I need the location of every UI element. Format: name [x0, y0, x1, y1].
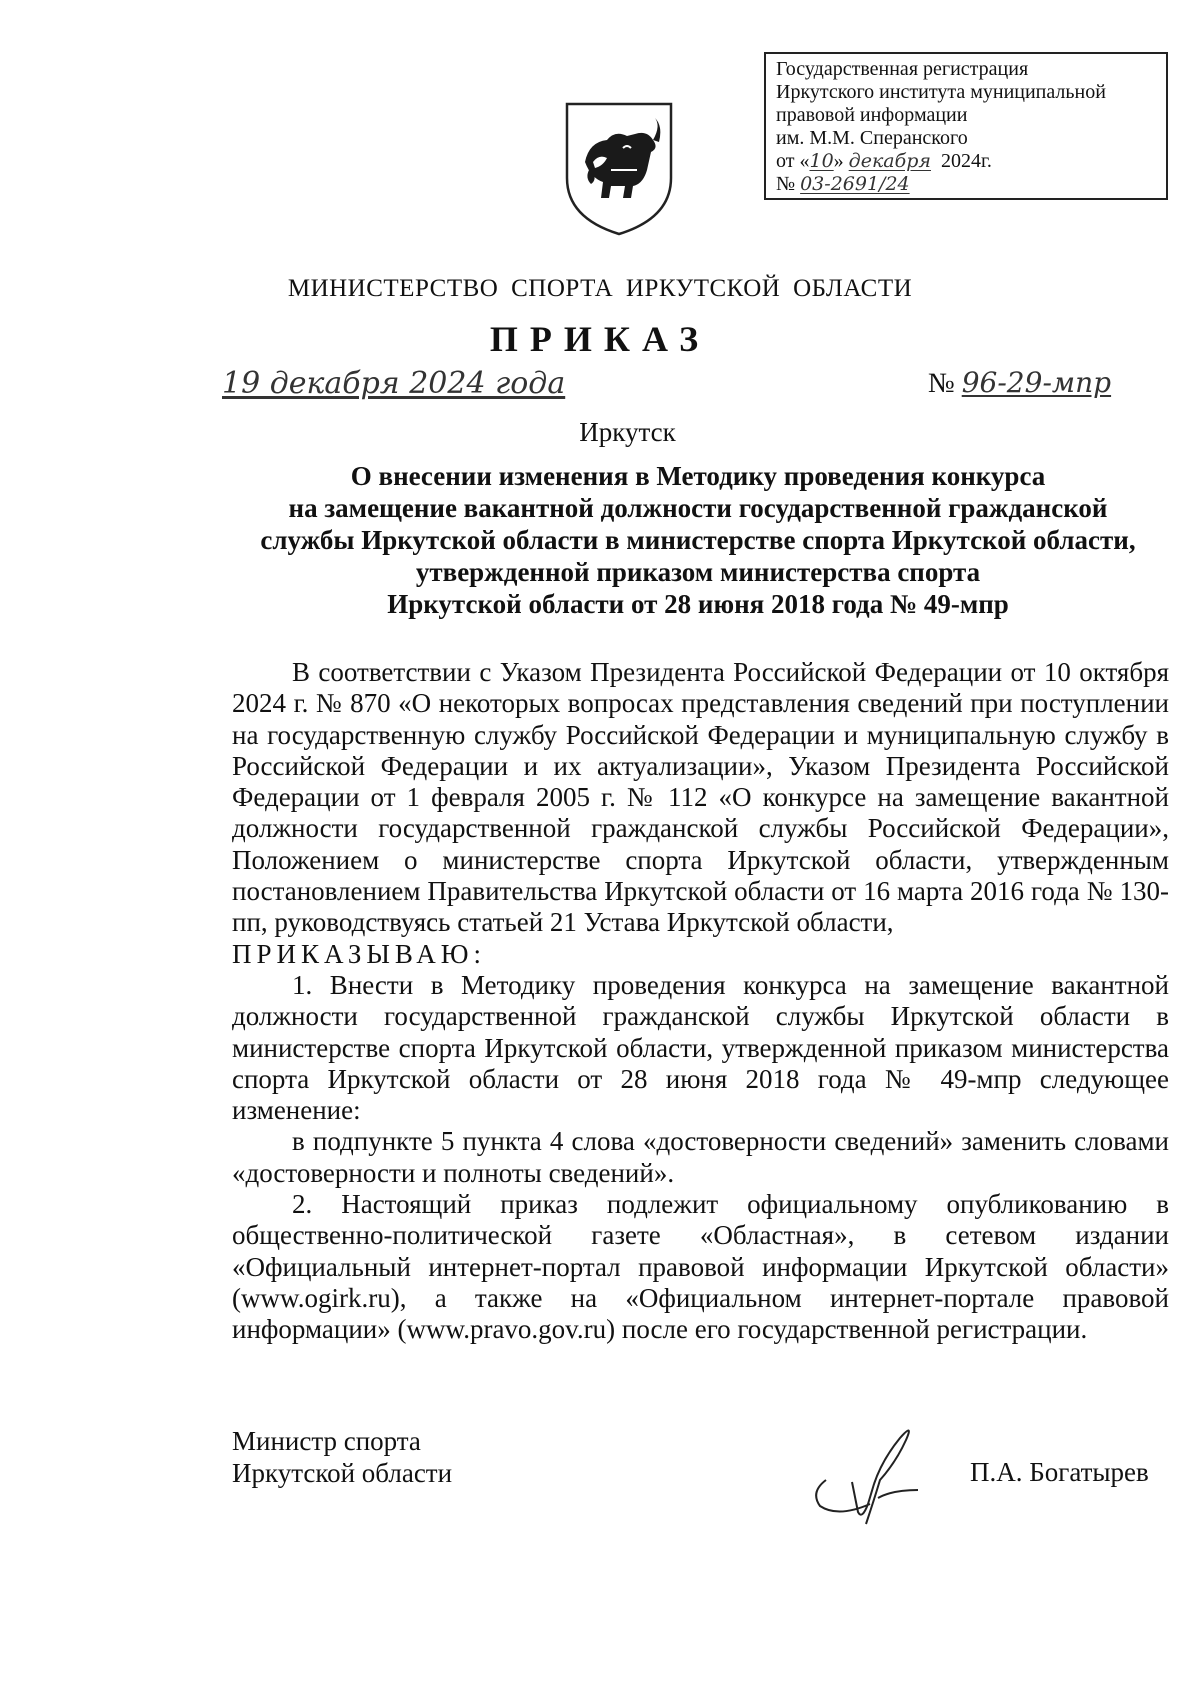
item-1-detail-paragraph: в подпункте 5 пункта 4 слова «достоверности сведений» заменить словами «достоверности и полноты сведений».: [232, 1126, 1169, 1188]
city: Иркутск: [579, 417, 676, 447]
document-type: ПРИКАЗ: [489, 319, 711, 359]
stamp-date-mid: »: [833, 150, 844, 172]
stamp-line: правовой информации: [776, 104, 968, 126]
stamp-date: [776, 150, 1156, 173]
coat-of-arms-icon: [563, 100, 675, 238]
command-heading: ПРИКАЗЫВАЮ:: [232, 938, 486, 969]
order-number-value: 96-29-мпр: [961, 366, 1112, 399]
order-date: 19 декабря 2024 года: [222, 366, 566, 401]
signatory-name: П.А. Богатырев: [970, 1457, 1149, 1487]
subject-line: службы Иркутской области в министерстве спорта Иркутской области,: [260, 525, 1136, 555]
ministry-name: МИНИСТЕРСТВО СПОРТА ИРКУТСКОЙ ОБЛАСТИ: [287, 275, 913, 302]
order-subject: [228, 460, 1168, 620]
subject-line: утвержденной приказом министерства спорта: [415, 557, 981, 587]
order-body: [232, 657, 1169, 1346]
subject-line: на замещение вакантной должности государственной гражданской: [288, 493, 1108, 523]
stamp-date-month: декабря: [848, 150, 931, 172]
stamp-number-prefix: №: [776, 173, 796, 195]
stamp-date-day: 10: [809, 150, 834, 172]
position-line: Министр спорта: [232, 1426, 421, 1456]
registration-stamp: [764, 52, 1168, 200]
preamble-paragraph: В соответствии с Указом Президента Российской Федерации от 10 октября 2024 г. № 870 «О некоторых вопросах представления сведений при поступлении на государственную службу Российской Федерации и муниципальную службу в Российской Федерации и их актуализации», Указом Президента Российской Федерации от 1 февраля 2005 г. № 112 «О конкурсе на замещение вакантной должности государственной гражданской службы Российской Федерации», Положением о министерстве спорта Иркутской области, утвержденным постановлением Правительства Иркутской области от 16 марта 2016 года № 130-пп, руководствуясь статьей 21 Устава Иркутской области,: [232, 657, 1169, 938]
handwritten-signature: [808, 1420, 948, 1530]
stamp-number-value: 03-2691/24: [800, 173, 910, 195]
subject-line: Иркутской области от 28 июня 2018 года № 49-мпр: [387, 589, 1009, 619]
stamp-number: [776, 173, 1156, 196]
item-2-paragraph: 2. Настоящий приказ подлежит официальному опубликованию в общественно-политической газете «Областная», в сетевом издании «Официальный интернет-портал правовой информации Иркутской области» (www.ogirk.ru), а также на «Официальном интернет-портале правовой информации» (www.pravo.gov.ru) после его государственной регистрации.: [232, 1189, 1169, 1345]
order-number: [928, 366, 1111, 400]
position-line: Иркутской области: [232, 1458, 453, 1488]
subject-line: О внесении изменения в Методику проведения конкурса: [350, 461, 1046, 491]
stamp-date-year: 2024г.: [940, 150, 992, 172]
stamp-date-prefix: от «: [776, 150, 810, 172]
signatory-position: [232, 1425, 452, 1489]
stamp-line: Государственная регистрация: [776, 58, 1029, 80]
stamp-line: им. М.М. Сперанского: [776, 127, 968, 149]
item-1-paragraph: 1. Внести в Методику проведения конкурса на замещение вакантной должности государственной гражданской службы Иркутской области в министерстве спорта Иркутской области, утвержденной приказом министерства спорта Иркутской области от 28 июня 2018 года № 49-мпр следующее изменение:: [232, 969, 1169, 1126]
stamp-line: Иркутского института муниципальной: [776, 81, 1106, 103]
order-number-prefix: №: [928, 368, 955, 399]
